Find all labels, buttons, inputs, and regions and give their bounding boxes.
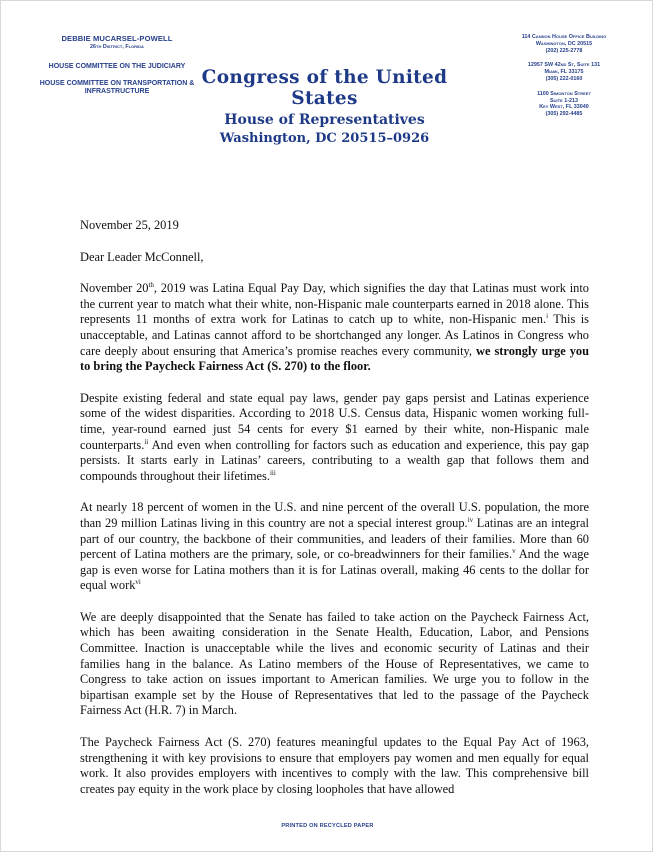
office-key-west: 1100 Simonton Street Suite 1-213 Key West, FL 33040 (305) 292-4485 — [537, 90, 591, 118]
committee-transportation: HOUSE COMMITTEE ON TRANSPORTATION & INFRASTRUCTURE — [39, 80, 195, 95]
letter-salutation: Dear Leader McConnell, — [80, 249, 204, 264]
paragraph-2: Despite existing federal and state equal pay laws, gender pay gaps persist and Latinas experience some of the widest disparities. According to 2018 U.S. Census data, Hispanic women working full-time, year-round earned just 54 cents for every $1 earned by their white, non-Hispanic male counterparts.$^{ii}$ And even when controlling for factors such as education and experience, this pay gap persists. It starts early in Latinas’ careers, contributing to a wealth gap that follows them and compounds throughout their lifetimes.$^{iii}$ — [80, 390, 589, 483]
letterhead-member-block — [31, 34, 203, 96]
member-district: 26th District, Florida — [90, 44, 144, 50]
letterhead-congress-block — [181, 67, 468, 146]
member-name: DEBBIE MUCARSEL-POWELL — [61, 34, 173, 43]
letterhead-offices-block — [499, 34, 629, 126]
office-miami: 12957 SW 42nd St, Suite 131 Miami, FL 33175 (305) 222-0160 — [527, 62, 601, 82]
paragraph-3: At nearly 18 percent of women in the U.S. and nine percent of the overall U.S. population, the more than 29 million Latinas living in this country are not a special interest group.$^{iv}$ Latinas are an integral part of our country, the backbone of their communities, and leaders of their families. More than 60 percent of Latina mothers are the primary, sole, or co-breadwinners for their families.$^v$ And the wage gap is even worse for Latina mothers than it is for Latinas overall, making 46 cents to the dollar for equal work$^{vi}$ — [80, 500, 589, 593]
office-dc: 114 Cannon House Office Building Washington, DC 20515 (202) 225-2778 — [521, 34, 607, 54]
paragraph-1: November 20th, 2019 was Latina Equal Pay Day, which signifies the day that Latinas must work into the current year to match what their white, non-Hispanic male counterparts earned in 2018 alone. This represents 11 months of extra work for Latinas to catch up to white, non-Hispanic men.$^i$ This is unacceptable, and Latinas cannot afford to be shortchanged any longer. As Latinos in Congress who care deeply about ensuring that America’s promise reaches every community, we strongly urge you to bring the Paycheck Fairness Act (S. 270) to the floor. — [80, 281, 589, 374]
letter-date: November 25, 2019 — [80, 218, 179, 232]
congress-title: Congress of the United States — [201, 67, 448, 109]
paragraph-4: We are deeply disappointed that the Senate has failed to take action on the Paycheck Fairness Act, which has been awaiting consideration in the Senate Health, Education, Labor, and Pensions Committee. Inaction is unacceptable while the lives and economic security of Latinas and their families hang in the balance. As Latino members of the House of Representatives, we came to Congress to take action on issues important to American families. We urge you to follow in the bipartisan example set by the House of Representatives that led to the passage of the Paycheck Fairness Act (H.R. 7) in March. — [80, 609, 589, 718]
recycled-paper-footer: PRINTED ON RECYCLED PAPER — [281, 823, 374, 829]
urge-statement: we strongly urge you to bring the Paycheck Fairness Act (S. 270) to the floor. — [80, 343, 589, 374]
letter-body — [80, 218, 589, 813]
committee-judiciary: HOUSE COMMITTEE ON THE JUDICIARY — [48, 63, 186, 70]
house-subtitle: House of Representatives — [224, 112, 425, 128]
paragraph-5: The Paycheck Fairness Act (S. 270) features meaningful updates to the Equal Pay Act of 1963, strengthening it with key provisions to ensure that employers pay women and men equally for equal work. It also provides employers with incentives to comply with the law. This comprehensive bill creates pay equity in the work place by closing loopholes that have allowed — [80, 735, 589, 796]
washington-address: Washington, DC 20515–0926 — [219, 131, 430, 146]
